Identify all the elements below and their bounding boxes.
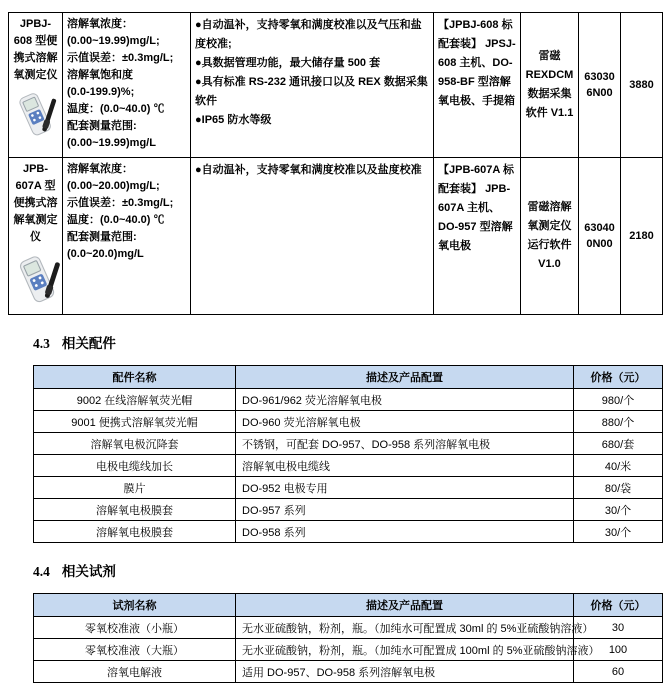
accessory-desc: 不锈钢，可配套 DO-957、DO-958 系列溶解氧电极 xyxy=(236,433,574,455)
feature-line: ●具有标准 RS-232 通讯接口以及 REX 数据采集软件 xyxy=(195,76,428,107)
accessory-price: 880/个 xyxy=(574,411,663,433)
accessory-desc: DO-960 荧光溶解氧电极 xyxy=(236,411,574,433)
table-header-row xyxy=(34,366,663,389)
spec-line: 溶解氧浓度： xyxy=(67,18,133,30)
product-row-jpbj608 xyxy=(9,13,663,158)
accessory-desc: DO-961/962 荧光溶解氧电极 xyxy=(236,389,574,411)
spec-line: 溶解氧饱和度 xyxy=(67,69,133,81)
product-specs-cell xyxy=(63,158,191,315)
reagents-table xyxy=(33,593,663,683)
col-header-price: 价格（元） xyxy=(574,594,663,617)
spec-line: 配套测量范围: xyxy=(67,231,137,243)
product-software-cell: 雷磁溶解氧测定仪运行软件 V1.0 xyxy=(521,158,579,315)
spec-line: (0.0-199.9)%; xyxy=(67,86,135,98)
product-bundle-cell xyxy=(434,158,521,315)
accessory-name: 9001 便携式溶解氧荧光帽 xyxy=(34,411,236,433)
product-price-cell: 3880 xyxy=(621,13,663,158)
product-features-cell xyxy=(191,158,434,315)
spec-line: 温度：(0.0~40.0) ℃ xyxy=(67,214,165,226)
accessories-table xyxy=(33,365,663,543)
spec-line: 温度：(0.0~40.0) ℃ xyxy=(67,103,165,115)
product-name-cell xyxy=(9,158,63,315)
product-name: JPB-607A 型便携式溶解氧测定仪 xyxy=(13,163,58,243)
section-heading-reagents xyxy=(33,563,668,581)
accessory-desc: DO-958 系列 xyxy=(236,521,574,543)
feature-line: ●具数据管理功能，最大储存量 500 套 xyxy=(195,57,381,69)
bundle-title: 【JPBJ-608 标配套装】 xyxy=(438,19,513,50)
reagent-desc: 适用 DO-957、DO-958 系列溶解氧电极 xyxy=(236,661,574,683)
col-header-price: 价格（元） xyxy=(574,366,663,389)
section-number: 4.4 xyxy=(33,564,50,579)
spec-line: (0.00~20.00)mg/L; xyxy=(67,180,160,192)
feature-line: ●自动温补，支持零氧和满度校准以及盐度校准 xyxy=(195,164,422,176)
reagent-price: 60 xyxy=(574,661,663,683)
table-row xyxy=(34,455,663,477)
table-row xyxy=(34,477,663,499)
col-header-accessory-name: 配件名称 xyxy=(34,366,236,389)
table-row xyxy=(34,617,663,639)
section-number: 4.3 xyxy=(33,336,50,351)
product-partno-cell: 630400N00 xyxy=(579,158,621,315)
accessory-price: 40/米 xyxy=(574,455,663,477)
reagent-price: 100 xyxy=(574,639,663,661)
product-price-cell: 2180 xyxy=(621,158,663,315)
reagent-name: 溶氧电解液 xyxy=(34,661,236,683)
table-row xyxy=(34,389,663,411)
accessory-desc: DO-952 电极专用 xyxy=(236,477,574,499)
accessory-name: 溶解氧电极膜套 xyxy=(34,499,236,521)
section-title: 相关配件 xyxy=(61,336,116,351)
accessory-desc: 溶解氧电极电缆线 xyxy=(236,455,574,477)
table-row xyxy=(34,411,663,433)
table-row xyxy=(34,521,663,543)
accessory-price: 80/袋 xyxy=(574,477,663,499)
accessory-price: 30/个 xyxy=(574,499,663,521)
spec-line: (0.0~20.0)mg/L xyxy=(67,248,144,260)
table-row xyxy=(34,639,663,661)
spec-line: 配套测量范围: xyxy=(67,120,137,132)
reagent-price: 30 xyxy=(574,617,663,639)
feature-line: ●IP65 防水等级 xyxy=(195,114,272,126)
accessory-name: 膜片 xyxy=(34,477,236,499)
spec-line: (0.00~19.99)mg/L; xyxy=(67,35,160,47)
accessory-name: 电极电缆线加长 xyxy=(34,455,236,477)
col-header-reagent-name: 试剂名称 xyxy=(34,594,236,617)
spec-line: 溶解氧浓度： xyxy=(67,163,133,175)
accessory-name: 9002 在线溶解氧荧光帽 xyxy=(34,389,236,411)
accessory-price: 30/个 xyxy=(574,521,663,543)
bundle-desc: JPSJ-608 主机、DO-958-BF 型溶解氧电极、手提箱 xyxy=(438,38,516,107)
feature-line: ●自动温补，支持零氧和满度校准以及气压和盐度校准; xyxy=(195,19,422,50)
section-heading-accessories xyxy=(33,335,668,353)
accessory-price: 980/个 xyxy=(574,389,663,411)
do-meter-image xyxy=(13,252,63,308)
spec-line: 示值误差：±0.3mg/L; xyxy=(67,52,174,64)
product-features-cell xyxy=(191,13,434,158)
table-row xyxy=(34,433,663,455)
table-row xyxy=(34,499,663,521)
product-software-cell: 雷磁 REXDCM 数据采集软件 V1.1 xyxy=(521,13,579,158)
reagent-desc: 无水亚硫酸钠，粉剂，瓶。（加纯水可配置成 100ml 的 5%亚硫酸钠溶液） xyxy=(236,639,574,661)
accessory-name: 溶解氧电极沉降套 xyxy=(34,433,236,455)
product-partno-cell: 630306N00 xyxy=(579,13,621,158)
product-name-cell xyxy=(9,13,63,158)
accessory-name: 溶解氧电极膜套 xyxy=(34,521,236,543)
product-name: JPBJ-608 型便携式溶解氧测定仪 xyxy=(13,18,58,81)
reagent-name: 零氧校准液（大瓶） xyxy=(34,639,236,661)
reagent-name: 零氧校准液（小瓶） xyxy=(34,617,236,639)
bundle-desc: JPB-607A 主机、DO-957 型溶解氧电极 xyxy=(438,183,513,252)
reagent-desc: 无水亚硫酸钠，粉剂，瓶。（加纯水可配置成 30ml 的 5%亚硫酸钠溶液） xyxy=(236,617,574,639)
table-row xyxy=(34,661,663,683)
product-specs-cell xyxy=(63,13,191,158)
col-header-description: 描述及产品配置 xyxy=(236,366,574,389)
bundle-title: 【JPB-607A 标配套装】 xyxy=(438,164,515,195)
spec-line: 示值误差：±0.3mg/L; xyxy=(67,197,174,209)
do-meter-image xyxy=(13,90,59,140)
section-title: 相关试剂 xyxy=(61,564,116,579)
product-row-jpb607a xyxy=(9,158,663,315)
accessory-price: 680/套 xyxy=(574,433,663,455)
products-table xyxy=(8,12,663,315)
table-header-row xyxy=(34,594,663,617)
col-header-description: 描述及产品配置 xyxy=(236,594,574,617)
product-bundle-cell xyxy=(434,13,521,158)
accessory-desc: DO-957 系列 xyxy=(236,499,574,521)
spec-line: (0.00~19.99)mg/L xyxy=(67,137,156,149)
